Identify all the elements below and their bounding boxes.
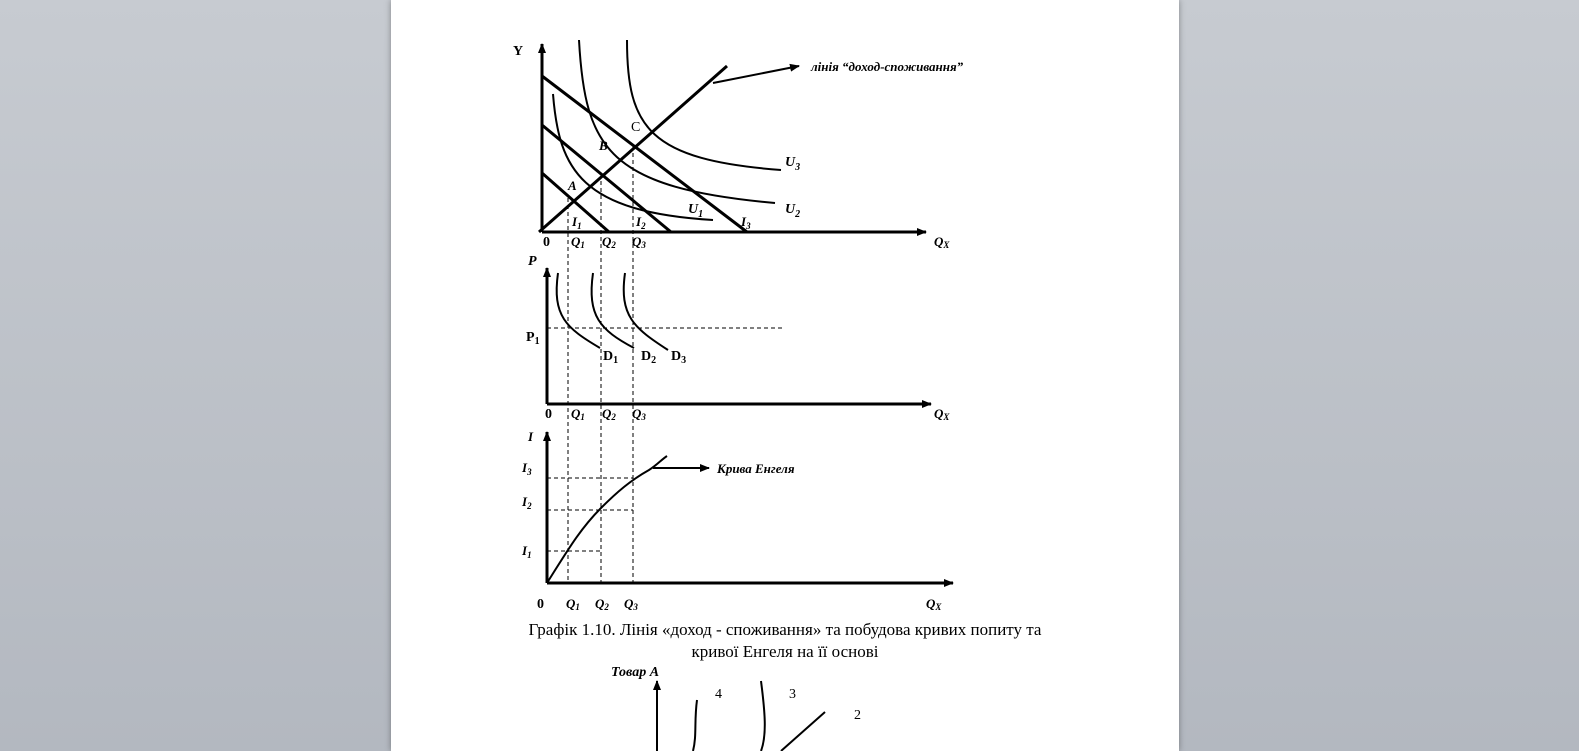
demand-curve-3 (624, 273, 668, 350)
budget-label-2: $I_2$ (636, 214, 646, 231)
middle-qx-label: QX (934, 406, 950, 422)
utility-label-3: $U_3$ (785, 155, 801, 173)
point-a: A (568, 178, 577, 193)
bottom-y-label: I (528, 429, 534, 444)
middle-y-label: P (528, 254, 537, 269)
document-page (391, 0, 1179, 751)
middle-q3-tick: Q3 (632, 406, 646, 422)
quantity-guides (568, 146, 633, 582)
bottom-q1-tick: Q1 (566, 596, 580, 612)
bottom-qx-label: QX (926, 596, 942, 612)
demand-label-1: $D_1$ (603, 349, 619, 366)
figure-caption (391, 619, 1179, 663)
engel-curve (547, 456, 667, 583)
bottom-q2-tick: Q2 (595, 596, 609, 612)
caption-line-1: Графік 1.10. Лінія «доход - споживання» та побудова кривих попиту та (528, 620, 1042, 639)
top-q2-tick: Q2 (602, 234, 616, 250)
point-c: C (631, 120, 641, 135)
point-b: B (599, 138, 608, 153)
middle-q1-tick: Q1 (571, 406, 585, 422)
next-curve-label-2: 2 (854, 708, 861, 723)
caption-line-2: кривої Енгеля на її основі (691, 642, 879, 661)
price-label: $P_1$ (526, 330, 540, 347)
budget-label-3: $I_3$ (741, 214, 751, 231)
next-curve-label-4: 4 (715, 687, 722, 702)
next-curve-2 (781, 712, 825, 751)
top-q3-tick: Q3 (632, 234, 646, 250)
utility-label-2: $U_2$ (785, 202, 801, 220)
top-origin: 0 (543, 235, 550, 250)
income-consumption-label: лінія “доход-споживання” (811, 59, 964, 74)
income-tick-3: $I_3$ (522, 460, 532, 477)
middle-origin: 0 (545, 407, 552, 422)
next-curve-4 (693, 700, 697, 751)
middle-q2-tick: Q2 (602, 406, 616, 422)
top-y-label: Y (513, 44, 524, 59)
top-qx-label: QX (934, 234, 950, 250)
next-figure (611, 665, 861, 751)
bottom-panel (521, 429, 953, 612)
demand-label-2: $D_2$ (641, 349, 657, 366)
engel-curve-label: Крива Енгеля (717, 461, 795, 476)
budget-label-1: $I_1$ (572, 214, 582, 231)
next-figure-y-label: Товар А (611, 665, 660, 680)
income-tick-1: $I_1$ (522, 543, 532, 560)
income-tick-2: $I_2$ (522, 494, 532, 511)
utility-label-1: $U_1$ (688, 202, 704, 220)
next-curve-label-3: 3 (789, 687, 796, 702)
indifference-curve-3 (627, 40, 781, 170)
top-panel (513, 40, 964, 250)
bottom-q3-tick: Q3 (624, 596, 638, 612)
demand-label-3: $D_3$ (671, 349, 687, 366)
top-q1-tick: Q1 (571, 234, 585, 250)
next-curve-3 (761, 681, 765, 751)
bottom-origin: 0 (537, 597, 544, 612)
middle-panel (526, 254, 950, 422)
